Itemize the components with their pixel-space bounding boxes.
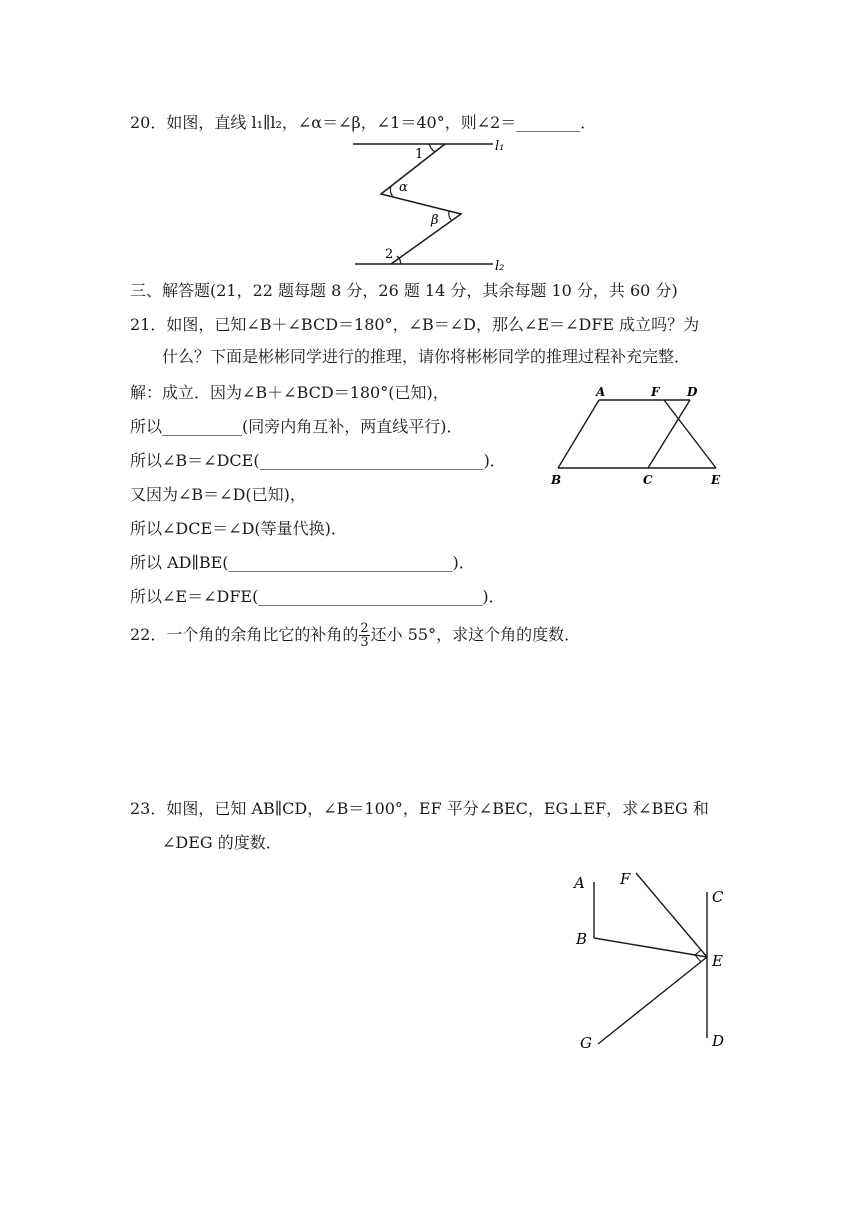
label-angle-1: 1 (415, 147, 424, 162)
label-beta: β (431, 213, 439, 228)
segment-GE (598, 957, 707, 1044)
fraction-denominator: 3 (360, 635, 369, 650)
label-l1: l₁ (495, 139, 505, 154)
label-D: D (712, 1032, 725, 1050)
label-C: C (643, 473, 653, 487)
q22-text-before: 22．一个角的余角比它的补角的 (130, 625, 359, 644)
angle-beta-arc (449, 211, 451, 220)
label-G: G (580, 1034, 592, 1052)
q22-text-after: 还小 55°，求这个角的度数． (370, 625, 581, 644)
q21-step-5: 所以∠DCE＝∠D(等量代换)． (130, 519, 347, 538)
q23-line-1: 23．如图，已知 AB∥CD，∠B＝100°，EF 平分∠BEC，EG⊥EF，求∠BEG 和 (130, 799, 709, 818)
label-E: E (712, 952, 723, 970)
segment-FE (664, 400, 716, 468)
q21-step-1: 解：成立．因为∠B＋∠BCD＝180°(已知)， (130, 383, 449, 402)
q21-figure (540, 380, 740, 490)
q23-line-2: ∠DEG 的度数． (162, 833, 282, 852)
q21-step-7: 所以∠E＝∠DFE(____________________________)． (130, 587, 505, 606)
section-3-heading: 三、解答题(21，22 题每题 8 分，26 题 14 分，其余每题 10 分，共 60 分) (130, 281, 678, 300)
angle-1-arc (429, 144, 435, 152)
q21-line-2: 什么？下面是彬彬同学进行的推理，请你将彬彬同学的推理过程补充完整． (162, 347, 691, 366)
label-D: D (687, 385, 698, 399)
q21-step-6: 所以 AD∥BE(____________________________)． (130, 553, 475, 572)
angle-alpha-arc (390, 186, 393, 197)
q20-text: 20．如图，直线 l₁∥l₂，∠α＝∠β，∠1＝40°，则∠2＝________． (130, 113, 597, 132)
q22-text (130, 622, 580, 649)
q21-line-1: 21．如图，已知∠B＋∠BCD＝180°，∠B＝∠D，那么∠E＝∠DFE 成立吗？为 (130, 315, 700, 334)
fraction-two-thirds (359, 622, 369, 649)
label-alpha: α (399, 180, 408, 195)
q23-figure (560, 860, 760, 1060)
label-B: B (551, 473, 562, 487)
label-angle-2: 2 (385, 247, 394, 262)
q21-step-4: 又因为∠B＝∠D(已知)， (130, 485, 306, 504)
q21-step-3: 所以∠B＝∠DCE(____________________________)． (130, 451, 506, 470)
segment-BE (594, 938, 707, 957)
q21-step-2: 所以__________(同旁内角互补，两直线平行)． (130, 417, 463, 436)
zigzag-line (381, 144, 461, 264)
segment-AB (558, 400, 599, 468)
q20-figure (345, 136, 525, 276)
segment-DC (648, 400, 690, 468)
label-F: F (620, 870, 631, 888)
label-l2: l₂ (495, 259, 505, 274)
fraction-numerator: 2 (360, 621, 369, 636)
label-E: E (711, 473, 721, 487)
label-A: A (596, 385, 606, 399)
label-B: B (576, 930, 588, 948)
label-F: F (651, 385, 660, 399)
label-A: A (574, 874, 585, 892)
label-C: C (712, 888, 724, 906)
segment-FE (636, 873, 707, 957)
